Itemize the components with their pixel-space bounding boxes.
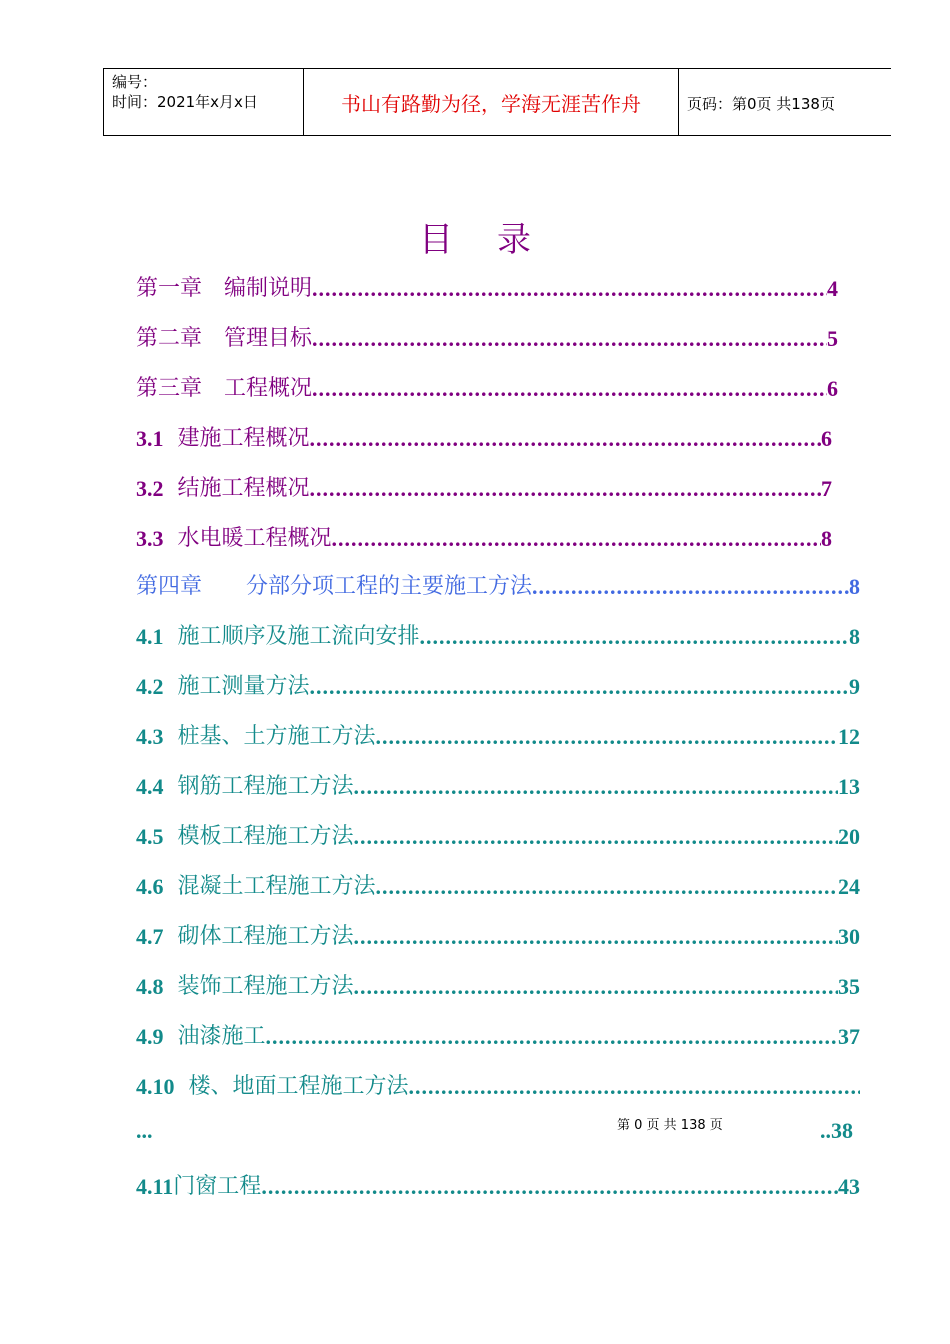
toc-entry-number: 4.1 xyxy=(136,624,164,649)
toc-entry-4-11[interactable] xyxy=(136,1166,860,1200)
toc-entry-number: 4.4 xyxy=(136,774,164,799)
toc-entry-page: 30 xyxy=(838,924,860,949)
toc-leader-dots xyxy=(310,426,821,452)
toc-leader-dots xyxy=(420,624,849,650)
toc-entry-text: 建施工程概况 xyxy=(177,426,310,451)
toc-leader-dots xyxy=(532,574,849,600)
toc-leader-dots xyxy=(312,326,827,352)
toc-leader-dots xyxy=(354,774,838,800)
toc-entry-page: 7 xyxy=(821,476,832,501)
toc-leader-dots xyxy=(409,1074,860,1100)
toc-entry-page: 13 xyxy=(838,774,860,799)
toc-entry-text: 油漆施工 xyxy=(177,1024,266,1049)
toc-entry-chapter-3[interactable] xyxy=(136,368,838,402)
toc-leader-dots xyxy=(310,674,849,700)
toc-entry-text: 结施工程概况 xyxy=(177,476,310,501)
toc-entry-number: 3.1 xyxy=(136,426,164,451)
toc-entry-4-5[interactable] xyxy=(136,816,860,850)
toc-leader-dots xyxy=(354,824,838,850)
toc-entry-3-1[interactable] xyxy=(136,418,832,452)
toc-entry-page: 8 xyxy=(821,526,832,551)
toc-continuation-dots: ... xyxy=(136,1118,153,1143)
toc-entry-text: 门窗工程 xyxy=(173,1174,262,1199)
toc-entry-3-3[interactable] xyxy=(136,518,832,552)
document-header xyxy=(103,68,891,136)
toc-entry-text: 桩基、土方施工方法 xyxy=(177,724,376,749)
toc-entry-chapter-1[interactable] xyxy=(136,268,838,302)
toc-entry-page: 24 xyxy=(838,874,860,899)
toc-leader-dots xyxy=(354,924,838,950)
toc-entry-text: 施工顺序及施工流向安排 xyxy=(177,624,420,649)
toc-entry-number: 4.2 xyxy=(136,674,164,699)
toc-entry-3-2[interactable] xyxy=(136,468,832,502)
page-footer: 第 0 页 共 138 页 xyxy=(617,1118,723,1133)
toc-entry-page: 4 xyxy=(827,276,838,301)
toc-entry-number: 4.5 xyxy=(136,824,164,849)
toc-entry-page: 20 xyxy=(838,824,860,849)
toc-entry-chapter-2[interactable] xyxy=(136,318,838,352)
page-title: 目录 xyxy=(419,220,575,260)
toc-entry-number: 4.7 xyxy=(136,924,164,949)
toc-entry-text: 钢筋工程施工方法 xyxy=(177,774,354,799)
toc-entry-4-10[interactable] xyxy=(136,1066,860,1100)
toc-leader-dots xyxy=(312,276,827,302)
toc-entry-text: 水电暖工程概况 xyxy=(177,526,332,551)
toc-entry-page: 5 xyxy=(827,326,838,351)
toc-entry-page: 6 xyxy=(821,426,832,451)
toc-entry-chapter-4[interactable] xyxy=(136,566,860,600)
toc-entry-page: 6 xyxy=(827,376,838,401)
toc-entry-text: 施工测量方法 xyxy=(177,674,310,699)
toc-leader-dots xyxy=(376,724,838,750)
toc-entry-page: 12 xyxy=(838,724,860,749)
toc-entry-number: 4.9 xyxy=(136,1024,164,1049)
time-label: 时间：2021年x月x日 xyxy=(112,93,258,111)
page-label: 页码：第0页 共138页 xyxy=(687,95,835,113)
toc-continuation-page: ..38 xyxy=(820,1118,853,1143)
toc-entry-number: 4.11 xyxy=(136,1174,174,1199)
toc-leader-dots xyxy=(354,974,838,1000)
toc-entry-4-7[interactable] xyxy=(136,916,860,950)
toc-entry-4-2[interactable] xyxy=(136,666,860,700)
toc-entry-text: 模板工程施工方法 xyxy=(177,824,354,849)
toc-leader-dots xyxy=(312,376,827,402)
toc-entry-number: 3.2 xyxy=(136,476,164,501)
toc-entry-page: 43 xyxy=(838,1174,860,1199)
toc-entry-text: 楼、地面工程施工方法 xyxy=(188,1074,409,1099)
toc-leader-dots xyxy=(266,1024,838,1050)
toc-entry-page: 8 xyxy=(849,624,860,649)
toc-entry-number: 4.6 xyxy=(136,874,164,899)
toc-entry-page: 8 xyxy=(849,574,860,599)
toc-entry-page: 35 xyxy=(838,974,860,999)
toc-entry-4-3[interactable] xyxy=(136,716,860,750)
toc-leader-dots xyxy=(261,1174,838,1200)
toc-entry-number: 4.10 xyxy=(136,1074,175,1099)
toc-entry-text: 砌体工程施工方法 xyxy=(177,924,354,949)
header-info-cell xyxy=(103,69,304,135)
toc-entry-text: 混凝土工程施工方法 xyxy=(177,874,376,899)
motto: 书山有路勤为径，学海无涯苦作舟 xyxy=(303,69,679,135)
toc-entry-4-4[interactable] xyxy=(136,766,860,800)
toc-entry-4-9[interactable] xyxy=(136,1016,860,1050)
toc-entry-text: 第一章 编制说明 xyxy=(136,276,313,301)
toc-entry-page: 37 xyxy=(838,1024,860,1049)
toc-entry-text: 第二章 管理目标 xyxy=(136,326,313,351)
toc-entry-number: 4.3 xyxy=(136,724,164,749)
toc-entry-4-8[interactable] xyxy=(136,966,860,1000)
toc-leader-dots xyxy=(376,874,838,900)
toc-entry-number: 3.3 xyxy=(136,526,164,551)
toc-entry-text: 装饰工程施工方法 xyxy=(177,974,354,999)
toc-entry-page: 9 xyxy=(849,674,860,699)
toc-entry-4-6[interactable] xyxy=(136,866,860,900)
number-label: 编号： xyxy=(112,73,158,91)
toc-entry-number: 4.8 xyxy=(136,974,164,999)
toc-entry-text: 第三章 工程概况 xyxy=(136,376,313,401)
toc-entry-4-1[interactable] xyxy=(136,616,860,650)
toc-leader-dots xyxy=(332,526,821,552)
toc-entry-text: 第四章 分部分项工程的主要施工方法 xyxy=(136,574,533,599)
toc-leader-dots xyxy=(310,476,821,502)
